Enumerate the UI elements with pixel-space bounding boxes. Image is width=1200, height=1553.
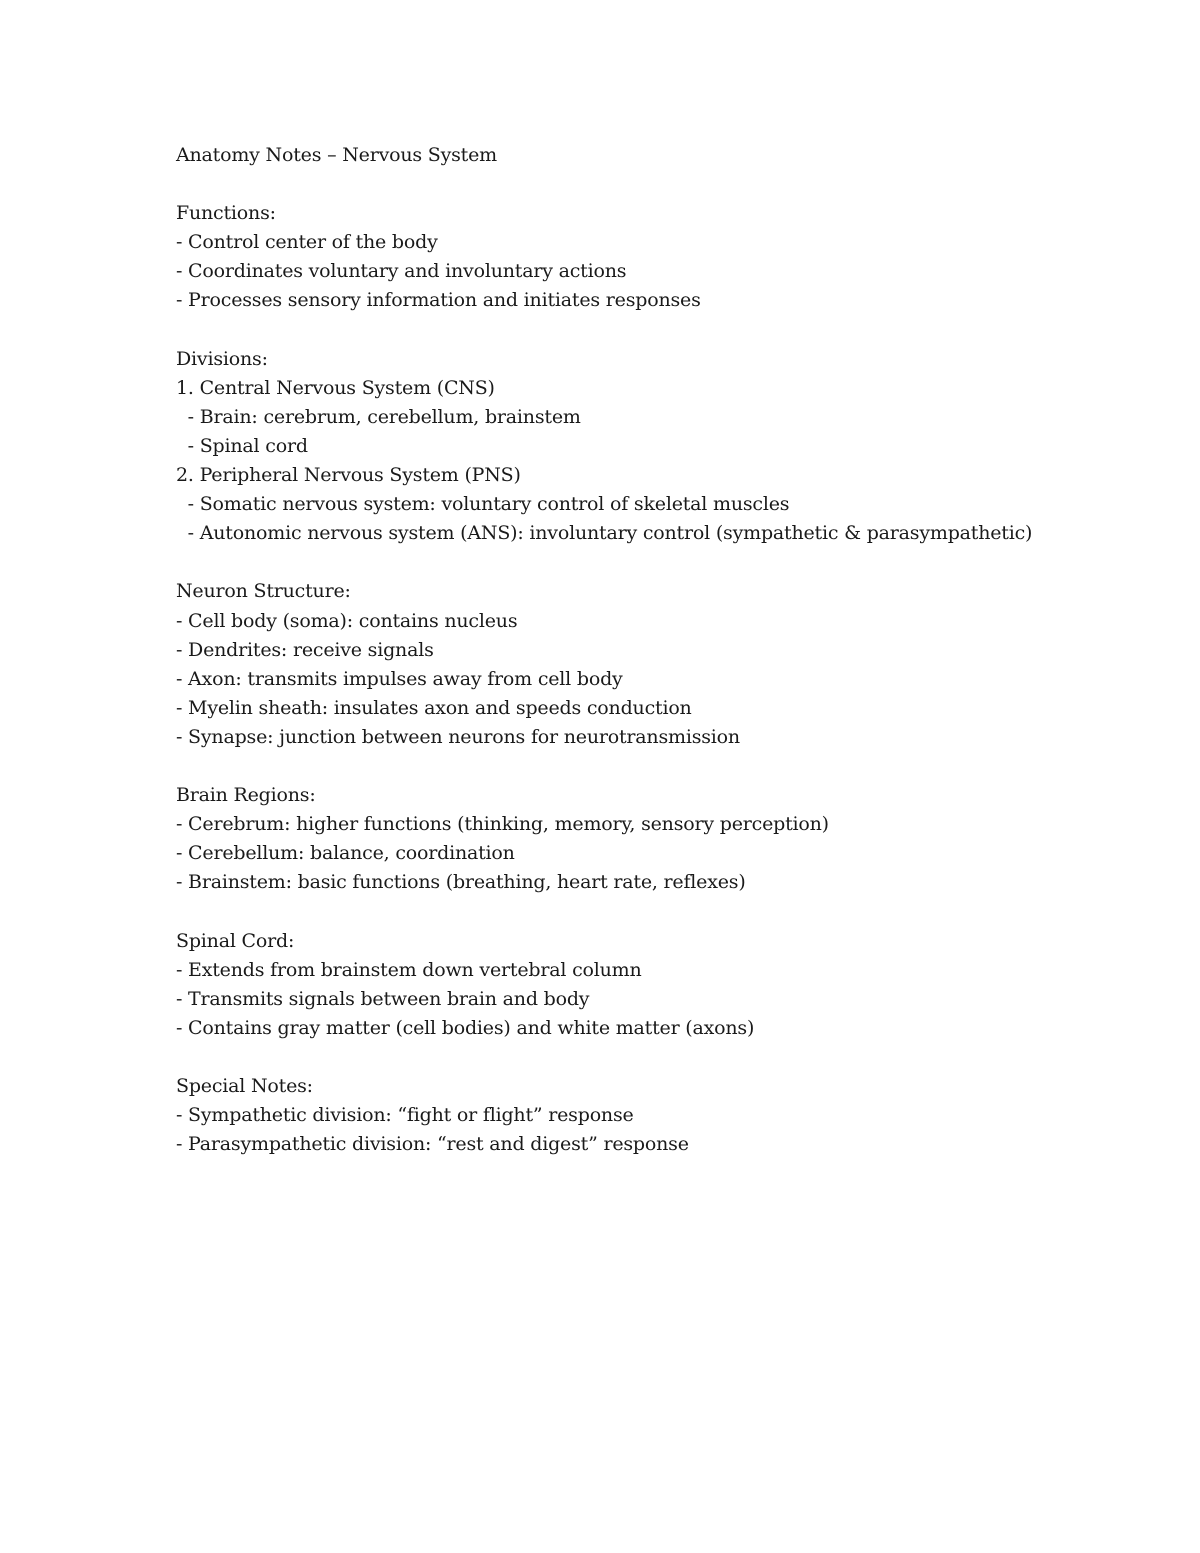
spacer bbox=[176, 752, 1136, 781]
division-label-cns: 1. Central Nervous System (CNS) bbox=[176, 376, 495, 399]
list-item: - Contains gray matter (cell bodies) and white matter (axons) bbox=[176, 1016, 755, 1039]
list-item: - Processes sensory information and initiates responses bbox=[176, 289, 701, 312]
section-heading-functions: Functions: bbox=[176, 202, 276, 225]
spacer bbox=[176, 548, 1136, 577]
spacer bbox=[176, 897, 1136, 926]
list-item: - Brain: cerebrum, cerebellum, brainstem bbox=[176, 405, 581, 428]
list-item: - Dendrites: receive signals bbox=[176, 638, 434, 661]
list-item: - Cerebellum: balance, coordination bbox=[176, 842, 515, 865]
list-item: - Control center of the body bbox=[176, 231, 438, 254]
division-label-pns: 2. Peripheral Nervous System (PNS) bbox=[176, 464, 521, 487]
document-body bbox=[176, 141, 1136, 1159]
list-item: - Cell body (soma): contains nucleus bbox=[176, 609, 518, 632]
spacer bbox=[176, 1043, 1136, 1072]
list-item: - Spinal cord bbox=[176, 434, 308, 457]
list-item: - Extends from brainstem down vertebral column bbox=[176, 958, 642, 981]
list-item: - Synapse: junction between neurons for neurotransmission bbox=[176, 725, 740, 748]
list-item: - Myelin sheath: insulates axon and speeds conduction bbox=[176, 696, 692, 719]
section-heading-brain-regions: Brain Regions: bbox=[176, 784, 316, 807]
section-heading-spinal-cord: Spinal Cord: bbox=[176, 929, 295, 952]
list-item: - Cerebrum: higher functions (thinking, memory, sensory perception) bbox=[176, 813, 829, 836]
section-heading-special-notes: Special Notes: bbox=[176, 1075, 313, 1097]
spacer bbox=[176, 316, 1136, 345]
section-heading-neuron-structure: Neuron Structure: bbox=[176, 580, 351, 603]
list-item: - Brainstem: basic functions (breathing, heart rate, reflexes) bbox=[176, 871, 746, 894]
list-item: - Coordinates voluntary and involuntary actions bbox=[176, 260, 627, 283]
list-item: - Somatic nervous system: voluntary control of skeletal muscles bbox=[176, 493, 790, 516]
list-item: - Transmits signals between brain and body bbox=[176, 987, 590, 1010]
list-item: - Parasympathetic division: “rest and digest” response bbox=[176, 1133, 689, 1156]
section-heading-divisions: Divisions: bbox=[176, 347, 268, 370]
document-title: Anatomy Notes – Nervous System bbox=[176, 144, 497, 166]
spacer bbox=[176, 170, 1136, 199]
list-item: - Autonomic nervous system (ANS): involuntary control (sympathetic & parasympathetic) bbox=[176, 522, 1033, 545]
list-item: - Axon: transmits impulses away from cell body bbox=[176, 667, 623, 690]
list-item: - Sympathetic division: “fight or flight” response bbox=[176, 1104, 634, 1127]
